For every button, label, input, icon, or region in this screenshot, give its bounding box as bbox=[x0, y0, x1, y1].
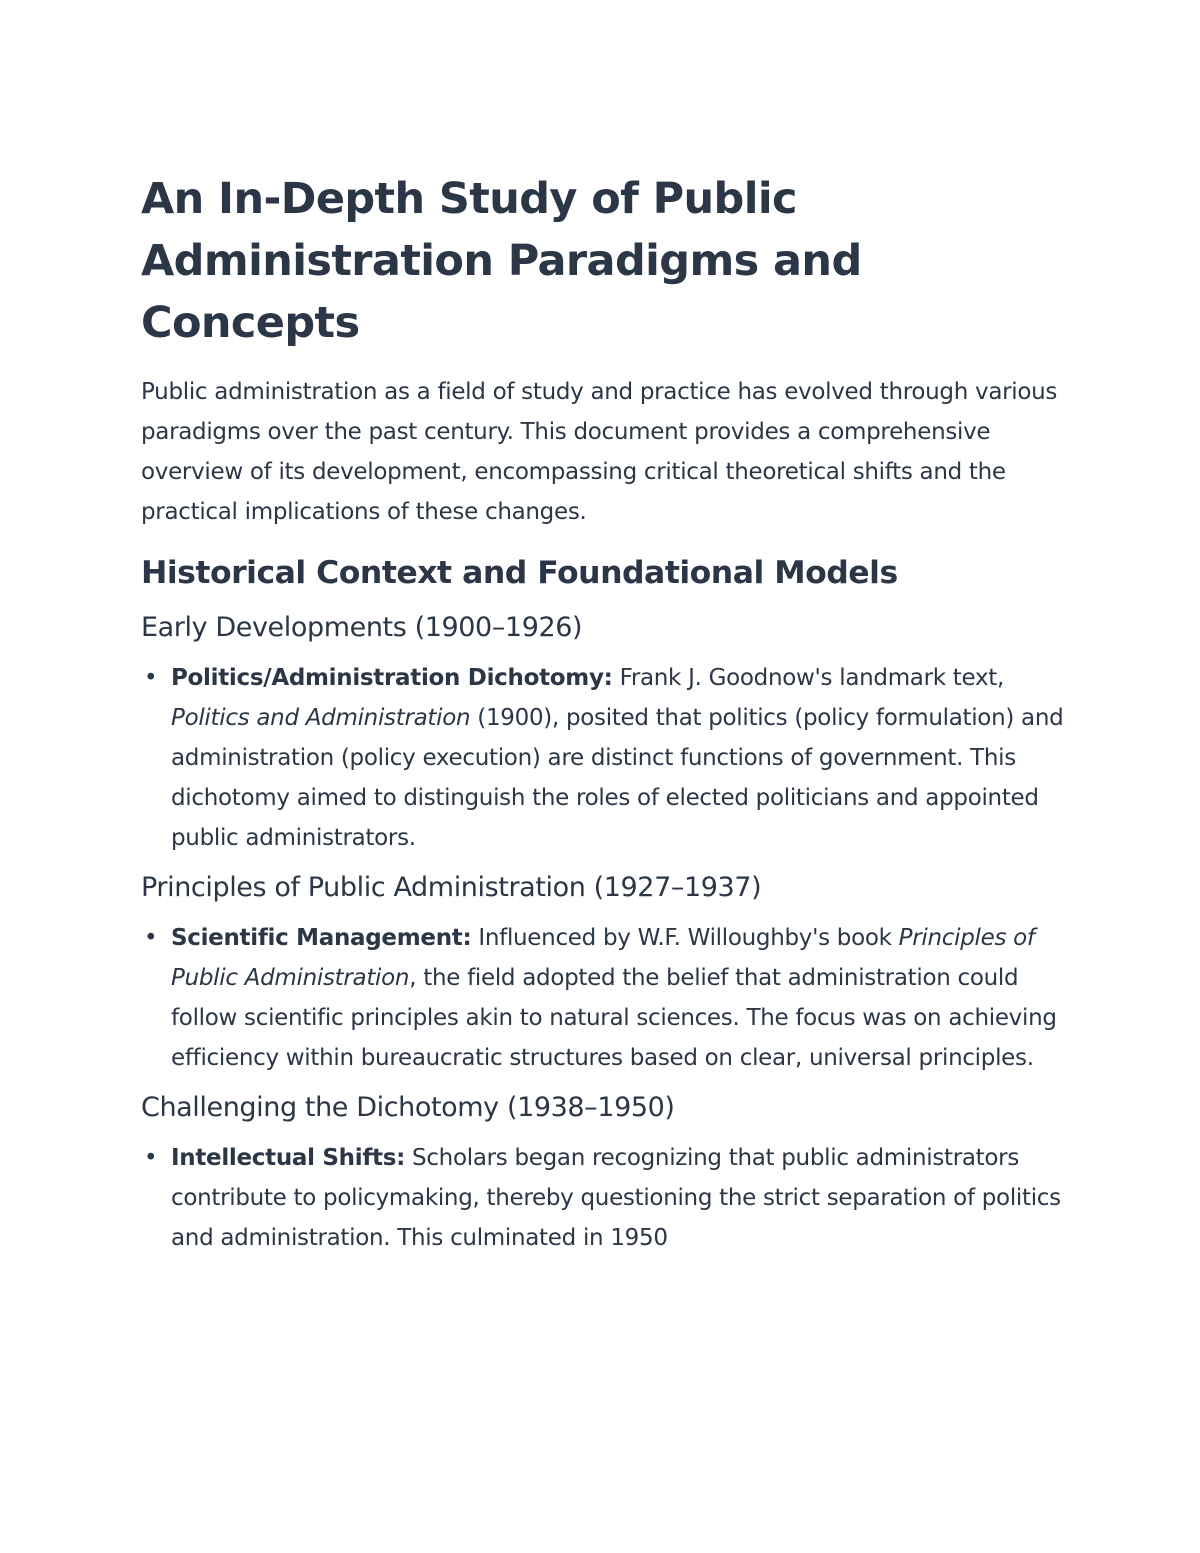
list-item bbox=[141, 918, 1066, 1078]
subsection-heading-principles: Principles of Public Administration (1927–1937) bbox=[141, 872, 762, 903]
document-page bbox=[141, 168, 1066, 1266]
subsection-heading-early-developments: Early Developments (1900–1926) bbox=[141, 612, 583, 643]
document-title: An In-Depth Study of Public Administration Paradigms and Concepts bbox=[141, 174, 862, 348]
bullet-list bbox=[141, 1138, 1066, 1258]
bullet-dot-icon: • bbox=[144, 665, 158, 691]
bullet-term: Scientific Management bbox=[171, 925, 463, 951]
bullet-list bbox=[141, 918, 1066, 1078]
bullet-dot-icon: • bbox=[144, 1145, 158, 1171]
bullet-term: Intellectual Shifts bbox=[171, 1145, 397, 1171]
bullet-term-colon: : bbox=[603, 665, 613, 691]
bullet-text: Scholars began recognizing that public administrators contribute to policymaking, thereby questioning the strict separation of politics and administration. This culminated in 1950 bbox=[171, 1145, 1061, 1251]
bullet-dot-icon: • bbox=[144, 925, 158, 951]
list-item bbox=[141, 658, 1066, 858]
bullet-text-continued: , the field adopted the belief that administration could follow scientific principles akin to natural sciences. The focus was on achieving efficiency within bureaucratic structures based on clear, universal principles. bbox=[171, 965, 1057, 1071]
bullet-term: Politics/Administration Dichotomy bbox=[171, 665, 604, 691]
bullet-italic-title: Politics and Administration bbox=[171, 705, 471, 731]
bullet-term-colon: : bbox=[462, 925, 472, 951]
section-heading: Historical Context and Foundational Models bbox=[141, 555, 898, 591]
bullet-list bbox=[141, 658, 1066, 858]
bullet-text: Influenced by W.F. Willoughby's book bbox=[471, 925, 899, 951]
list-item bbox=[141, 1138, 1066, 1258]
bullet-italic-title: Principles of Public Administration bbox=[171, 925, 1035, 991]
bullet-text-continued: (1900), posited that politics (policy formulation) and administration (policy execution) are distinct functions of government. This dichotomy aimed to distinguish the roles of elected politicians and appointed public administrators. bbox=[171, 705, 1064, 851]
bullet-term-colon: : bbox=[396, 1145, 406, 1171]
intro-paragraph: Public administration as a field of study and practice has evolved through various paradigms over the past century. This document provides a comprehensive overview of its development, encompassing critical theoretical shifts and the practical implications of these changes. bbox=[141, 379, 1058, 525]
bullet-text: Frank J. Goodnow's landmark text, bbox=[612, 665, 1004, 691]
subsection-heading-challenging: Challenging the Dichotomy (1938–1950) bbox=[141, 1092, 675, 1123]
